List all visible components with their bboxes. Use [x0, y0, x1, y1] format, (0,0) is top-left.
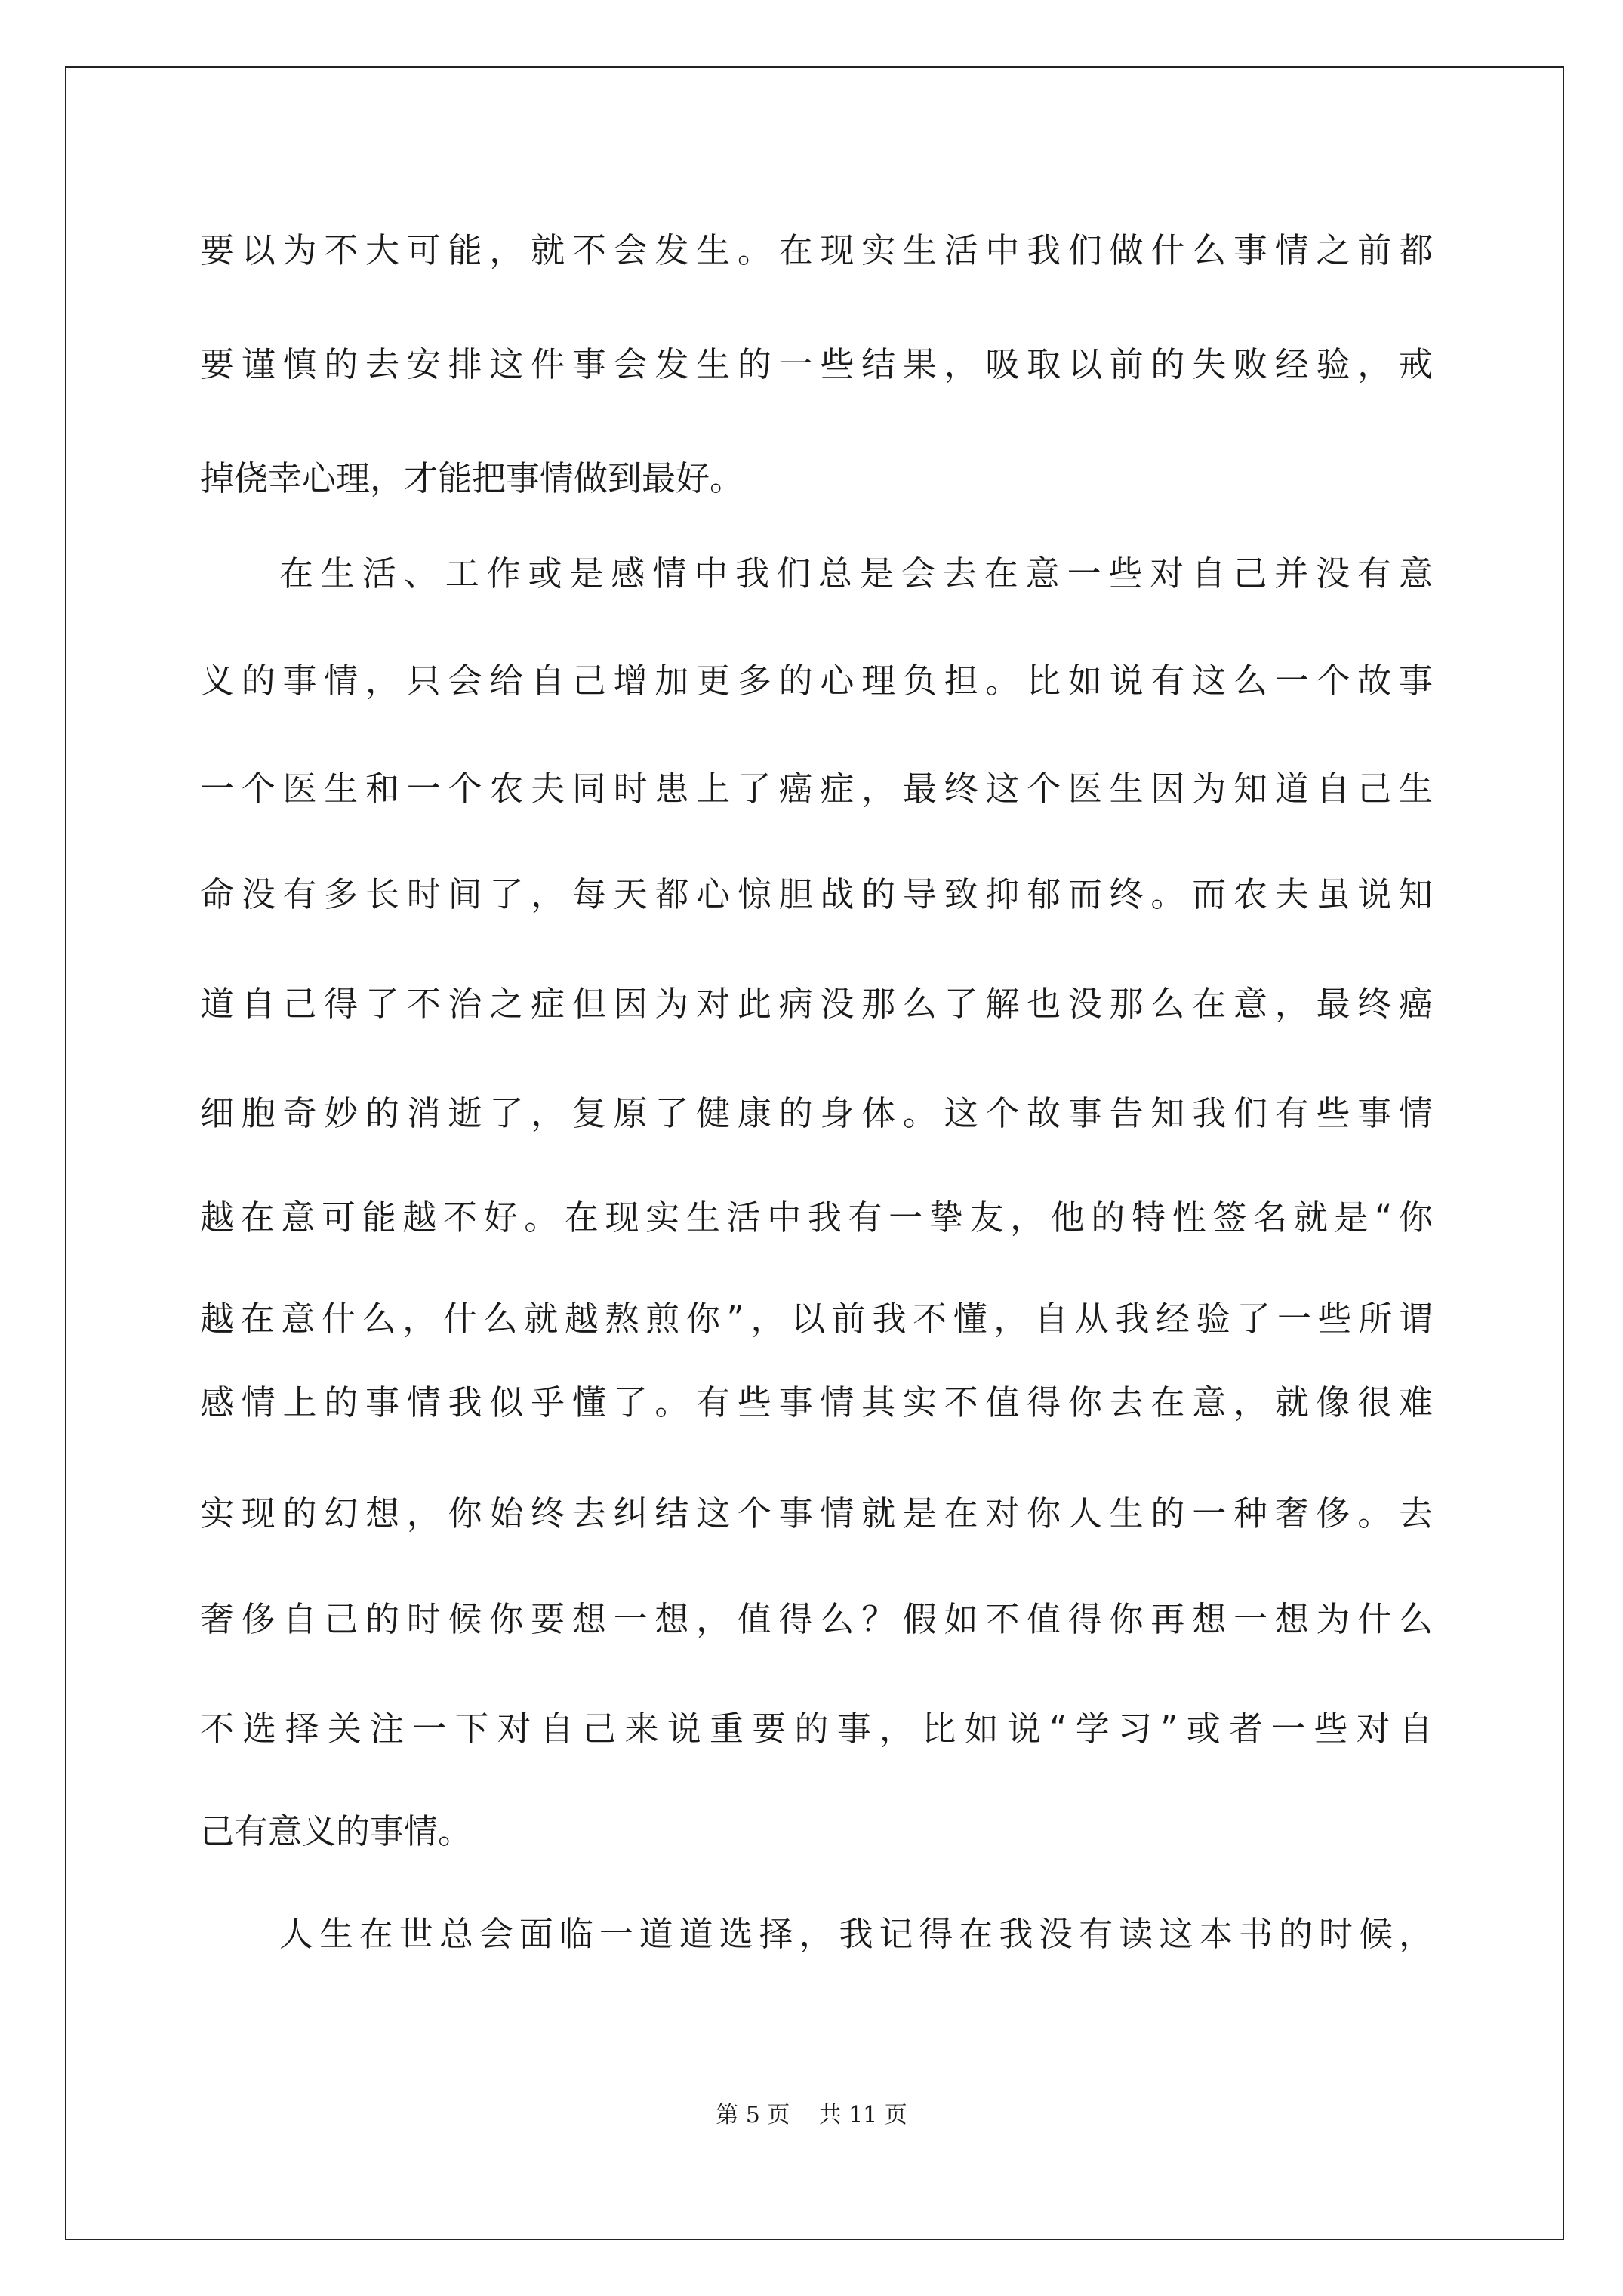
text-line: 感情上的事情我似乎懂了。有些事情其实不值得你去在意，就像很难 [200, 1382, 1433, 1422]
text-line: 要以为不大可能，就不会发生。在现实生活中我们做什么事情之前都 [200, 230, 1433, 270]
text-line: 要谨慎的去安排这件事会发生的一些结果，吸取以前的失败经验，戒 [200, 344, 1433, 384]
text-line: 一个医生和一个农夫同时患上了癌症，最终这个医生因为知道自己生 [200, 769, 1433, 809]
text-line: 越在意什么，什么就越熬煎你”，以前我不懂，自从我经验了一些所谓 [200, 1299, 1433, 1339]
text-line: 不选择关注一下对自己来说重要的事，比如说“学习”或者一些对自 [200, 1709, 1433, 1749]
page-footer [0, 2100, 1623, 2131]
text-line: 道自己得了不治之症但因为对此病没那么了解也没那么在意，最终癌 [200, 984, 1433, 1024]
page-number: 第 5 页 [716, 2102, 790, 2128]
text-line: 细胞奇妙的消逝了，复原了健康的身体。这个故事告知我们有些事情 [200, 1093, 1433, 1133]
paragraph-start-line: 在生活、工作或是感情中我们总是会去在意一些对自己并没有意 [279, 553, 1433, 593]
text-line: 实现的幻想，你始终去纠结这个事情就是在对你人生的一种奢侈。去 [200, 1493, 1433, 1533]
paragraph-start-line: 人生在世总会面临一道道选择，我记得在我没有读这本书的时候， [279, 1914, 1433, 1954]
text-line: 命没有多长时间了，每天都心惊胆战的导致抑郁而终。而农夫虽说知 [200, 874, 1433, 914]
text-line: 己有意义的事情。 [200, 1811, 473, 1851]
text-line: 掉侥幸心理，才能把事情做到最好。 [200, 458, 744, 498]
text-line: 义的事情，只会给自己增加更多的心理负担。比如说有这么一个故事 [200, 661, 1433, 701]
page-total: 共 11 页 [818, 2102, 907, 2128]
text-line: 奢侈自己的时候你要想一想，值得么？假如不值得你再想一想为什么 [200, 1599, 1433, 1639]
text-line: 越在意可能越不好。在现实生活中我有一挚友，他的特性签名就是“你 [200, 1197, 1433, 1237]
